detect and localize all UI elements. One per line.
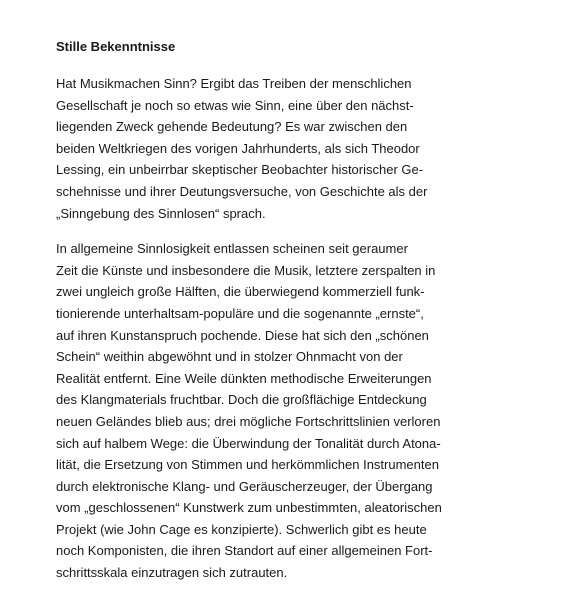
text-line: Zeit die Künste und insbesondere die Musik, letztere zerspalten in: [56, 262, 436, 278]
text-block: [56, 36, 526, 598]
text-line: Schein“ weithin abgewöhnt und in stolzer Ohnmacht von der: [56, 349, 403, 365]
text-line: schrittsskala einzutragen sich zutrauten.: [56, 565, 288, 581]
text-line: schehnisse und ihrer Deutungsversuche, von Geschichte als der: [56, 183, 428, 199]
text-line: lität, die Ersetzung von Stimmen und herkömmlichen Instrumenten: [56, 457, 439, 473]
paragraph-2: [56, 238, 526, 584]
text-line: sich auf halbem Wege: die Überwindung der Tonalität durch Atona-: [56, 435, 441, 451]
text-line: durch elektronische Klang- und Geräuscherzeuger, der Übergang: [56, 478, 433, 494]
paragraph-1: [56, 73, 526, 224]
text-line: beiden Weltkriegen des vorigen Jahrhunderts, als sich Theodor: [56, 140, 420, 156]
section-heading: Stille Bekenntnisse: [56, 39, 176, 54]
text-line: Lessing, ein unbeirrbar skeptischer Beobachter historischer Ge-: [56, 162, 424, 178]
text-line: liegenden Zweck gehende Bedeutung? Es war zwischen den: [56, 119, 408, 135]
text-line: vom „geschlossenen“ Kunstwerk zum unbestimmten, aleatorischen: [56, 500, 442, 516]
text-line: In allgemeine Sinnlosigkeit entlassen scheinen seit geraumer: [56, 241, 408, 257]
text-line: Projekt (wie John Cage es konzipierte). Schwerlich gibt es heute: [56, 521, 427, 537]
text-line: des Klangmaterials fruchtbar. Doch die großflächige Entdeckung: [56, 392, 427, 408]
text-line: Gesellschaft je noch so etwas wie Sinn, eine über den nächst-: [56, 97, 414, 113]
text-line: noch Komponisten, die ihren Standort auf einer allgemeinen Fort-: [56, 543, 433, 559]
text-line: tionierende unterhaltsam-populäre und die sogenannte „ernste“,: [56, 305, 424, 321]
text-line: neuen Geländes blieb aus; drei mögliche Fortschrittslinien verloren: [56, 413, 441, 429]
text-line: „Sinngebung des Sinnlosen“ sprach.: [56, 205, 266, 221]
text-line: auf ihren Kunstanspruch pochende. Diese hat sich den „schönen: [56, 327, 429, 343]
text-line: zwei ungleich große Hälften, die überwiegend kommerziell funk-: [56, 284, 425, 300]
text-line: Hat Musikmachen Sinn? Ergibt das Treiben der menschlichen: [56, 76, 412, 91]
text-line: Realität entfernt. Eine Weile dünkten methodische Erweiterungen: [56, 370, 432, 386]
